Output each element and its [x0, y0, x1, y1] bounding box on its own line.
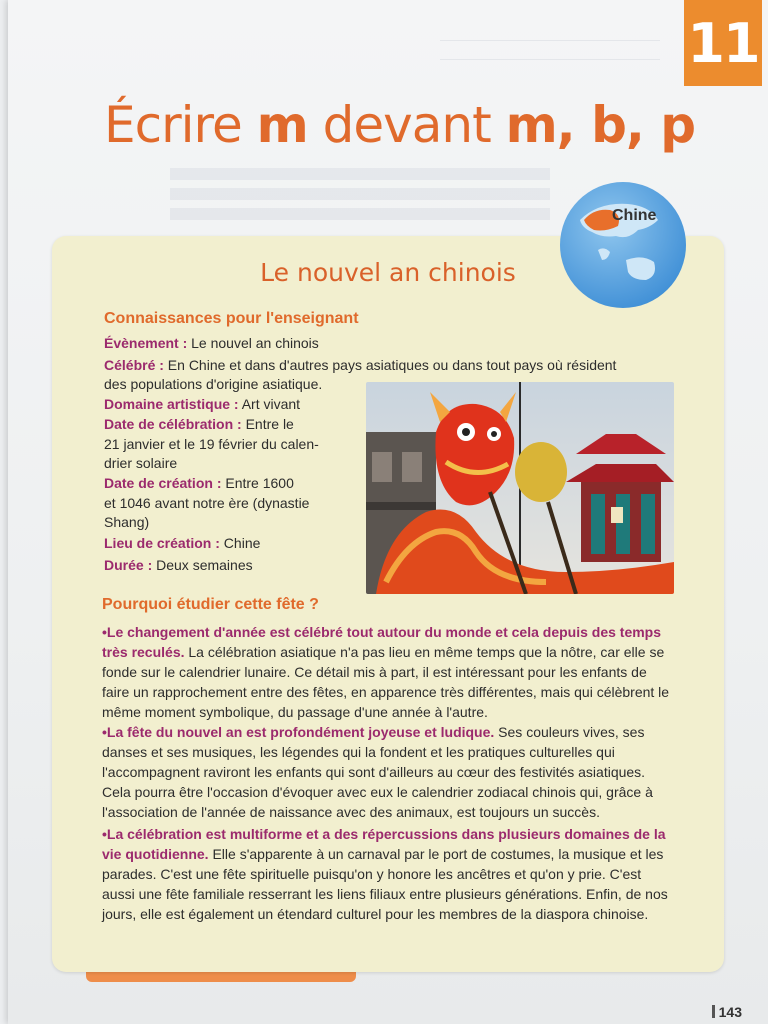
- page-number-value: 143: [718, 1004, 742, 1020]
- date-line: [104, 414, 294, 434]
- event-value: Le nouvel an chinois: [187, 335, 319, 351]
- paragraph-1: [102, 622, 676, 722]
- paragraph-1-text: La célébration asiatique n'a pas lieu en même temps que la nôtre, car elle se fonde sur le calendrier lunaire. Ce détail mis à part, il est intéressant pour les enfants de faire un rapprochement entre des fêtes, en apparence très différentes, mais qui célèbrent le même moment symbolique, du passage d'une année à l'autre.: [102, 644, 670, 720]
- bleed-through-lines: [170, 168, 550, 220]
- title-part1: Écrire: [104, 96, 257, 154]
- date-line-3: drier solaire: [104, 455, 178, 471]
- paragraph-2-text: Ses couleurs vives, ses danses et ses musiques, les légendes qui la fondent et les pratiques culturelles qui l'accompagnent raviront les enfants qui sont d'ailleurs au cœur des festivités asiatiques. Cela pourra être l'occasion d'évoquer avec eux le calendrier zodiacal chinois qui, grâce à l'association de l'année de naissance avec des animaux, est toujours un succès.: [102, 724, 653, 820]
- date-label: Date de célébration :: [104, 416, 242, 432]
- page-number: [712, 1004, 742, 1020]
- paragraph-1-bold: •Le changement d'année est célébré tout autour du monde et cela depuis des temps très reculés.: [102, 624, 662, 660]
- domain-label: Domaine artistique :: [104, 396, 239, 412]
- paragraph-3-bold: •La célébration est multiforme et a des répercussions dans plusieurs domaines de la vie quotidienne.: [102, 826, 666, 862]
- place-line: [104, 533, 260, 553]
- date-line-2: 21 janvier et le 19 février du calen-: [104, 436, 319, 452]
- place-label: Lieu de création :: [104, 535, 220, 551]
- globe-label: Chine: [612, 207, 657, 224]
- paragraph-2: [102, 722, 676, 822]
- title-part2: devant: [307, 96, 506, 154]
- duration-value: Deux semaines: [152, 557, 253, 573]
- chapter-number-tab: 11: [684, 0, 762, 86]
- creation-value: Entre 1600: [221, 475, 294, 491]
- creation-line: [104, 473, 294, 493]
- dragon-photo: [366, 382, 674, 594]
- domain-value: Art vivant: [238, 396, 301, 412]
- celebrated-line: [104, 355, 616, 375]
- date-value: Entre le: [241, 416, 294, 432]
- page-number-bar: [712, 1005, 715, 1018]
- creation-line-2: et 1046 avant notre ère (dynastie: [104, 495, 310, 511]
- duration-label: Durée :: [104, 557, 153, 573]
- creation-line-3: Shang): [104, 514, 150, 530]
- event-line: [104, 333, 319, 353]
- duration-line: [104, 555, 253, 575]
- globe-icon: [558, 180, 688, 310]
- bleed-through-text: [440, 26, 660, 60]
- page-title: [104, 96, 695, 154]
- teacher-heading: Connaissances pour l'enseignant: [104, 310, 359, 327]
- event-label: Évènement :: [104, 335, 188, 351]
- place-value: Chine: [219, 535, 261, 551]
- paragraph-3-text: Elle s'apparente à un carnaval par le port de costumes, la musique et les parades. C'est une fête spirituelle puisqu'on y honore les ancêtres et qu'on y prie. C'est aussi une fête familiale resserrant les liens filiaux entre plusieurs générations. Enfin, de nos jours, elle est également un étendard culturel pour les membres de la diaspora chinoise.: [102, 846, 668, 922]
- title-letters: m, b, p: [505, 96, 696, 154]
- celebrated-value: En Chine et dans d'autres pays asiatiques ou dans tout pays où résident: [163, 357, 617, 373]
- title-letter-m: m: [256, 96, 308, 154]
- paragraph-3: [102, 824, 676, 924]
- celebrated-line-2: des populations d'origine asiatique.: [104, 376, 323, 392]
- paragraph-2-bold: •La fête du nouvel an est profondément joyeuse et ludique.: [102, 724, 495, 740]
- creation-label: Date de création :: [104, 475, 222, 491]
- celebrated-label: Célébré :: [104, 357, 164, 373]
- domain-line: [104, 394, 300, 414]
- panel-title: Le nouvel an chinois: [260, 258, 516, 287]
- why-heading: Pourquoi étudier cette fête ?: [102, 596, 319, 613]
